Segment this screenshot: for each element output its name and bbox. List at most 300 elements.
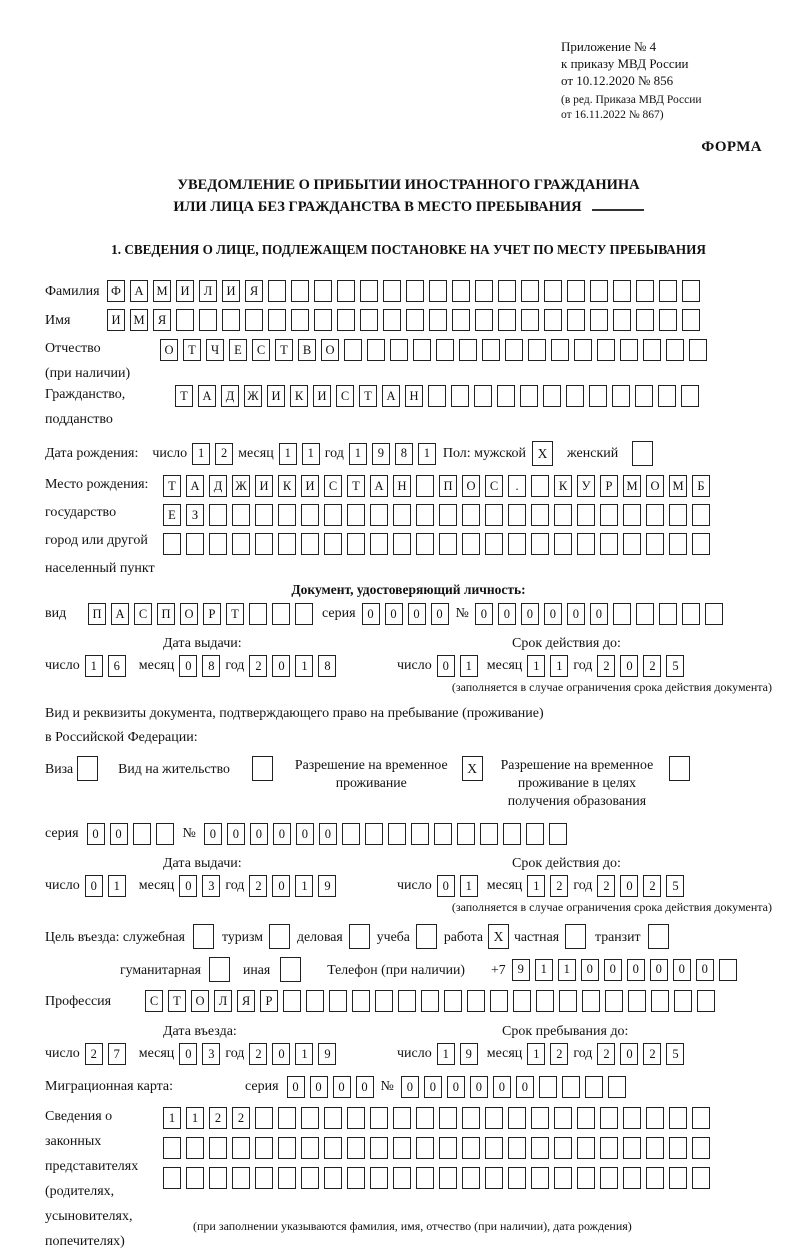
char-cell[interactable] bbox=[608, 1076, 626, 1098]
char-cell[interactable]: М bbox=[623, 475, 641, 497]
char-cell[interactable] bbox=[232, 1167, 250, 1189]
char-cell[interactable]: 1 bbox=[192, 443, 210, 465]
char-cell[interactable] bbox=[176, 309, 194, 331]
char-cell[interactable] bbox=[337, 280, 355, 302]
char-cell[interactable] bbox=[347, 504, 365, 526]
char-cell[interactable]: У bbox=[577, 475, 595, 497]
char-cell[interactable] bbox=[692, 1137, 710, 1159]
char-cell[interactable] bbox=[544, 309, 562, 331]
char-cell[interactable] bbox=[562, 1076, 580, 1098]
char-cell[interactable]: Д bbox=[221, 385, 239, 407]
char-cell[interactable]: 9 bbox=[318, 875, 336, 897]
char-cell[interactable]: 2 bbox=[550, 1043, 568, 1065]
char-cell[interactable] bbox=[536, 990, 554, 1012]
char-cell[interactable] bbox=[589, 385, 607, 407]
char-cell[interactable]: 0 bbox=[250, 823, 268, 845]
char-cell[interactable] bbox=[347, 533, 365, 555]
char-cell[interactable] bbox=[490, 990, 508, 1012]
char-cell[interactable]: 0 bbox=[604, 959, 622, 981]
char-cell[interactable]: О bbox=[191, 990, 209, 1012]
char-cell[interactable] bbox=[439, 1107, 457, 1129]
char-cell[interactable] bbox=[503, 823, 521, 845]
char-cell[interactable] bbox=[669, 504, 687, 526]
char-cell[interactable] bbox=[497, 385, 515, 407]
char-cell[interactable] bbox=[301, 504, 319, 526]
char-cell[interactable] bbox=[635, 385, 653, 407]
char-cell[interactable] bbox=[439, 504, 457, 526]
char-cell[interactable]: 9 bbox=[460, 1043, 478, 1065]
char-cell[interactable]: Т bbox=[183, 339, 201, 361]
char-cell[interactable]: Т bbox=[168, 990, 186, 1012]
char-cell[interactable] bbox=[689, 339, 707, 361]
char-cell[interactable] bbox=[452, 280, 470, 302]
char-cell[interactable] bbox=[485, 1107, 503, 1129]
char-cell[interactable] bbox=[393, 1167, 411, 1189]
char-cell[interactable] bbox=[462, 504, 480, 526]
char-cell[interactable]: 0 bbox=[179, 1043, 197, 1065]
char-cell[interactable]: 0 bbox=[620, 875, 638, 897]
char-cell[interactable]: 0 bbox=[447, 1076, 465, 1098]
char-cell[interactable] bbox=[475, 309, 493, 331]
sex-female-checkbox[interactable] bbox=[632, 441, 653, 466]
char-cell[interactable] bbox=[255, 533, 273, 555]
char-cell[interactable]: 1 bbox=[186, 1107, 204, 1129]
sex-male-checkbox[interactable]: X bbox=[532, 441, 553, 466]
char-cell[interactable]: Е bbox=[163, 504, 181, 526]
char-cell[interactable] bbox=[186, 1167, 204, 1189]
char-cell[interactable]: 0 bbox=[273, 823, 291, 845]
char-cell[interactable]: 0 bbox=[296, 823, 314, 845]
char-cell[interactable] bbox=[600, 1167, 618, 1189]
char-cell[interactable]: 0 bbox=[475, 603, 493, 625]
char-cell[interactable] bbox=[398, 990, 416, 1012]
char-cell[interactable] bbox=[329, 990, 347, 1012]
char-cell[interactable] bbox=[577, 1167, 595, 1189]
char-cell[interactable] bbox=[416, 533, 434, 555]
char-cell[interactable] bbox=[646, 1167, 664, 1189]
char-cell[interactable] bbox=[485, 1137, 503, 1159]
char-cell[interactable]: 0 bbox=[493, 1076, 511, 1098]
char-cell[interactable] bbox=[636, 309, 654, 331]
char-cell[interactable] bbox=[156, 823, 174, 845]
char-cell[interactable] bbox=[416, 475, 434, 497]
char-cell[interactable] bbox=[669, 533, 687, 555]
char-cell[interactable]: С bbox=[336, 385, 354, 407]
char-cell[interactable]: О bbox=[180, 603, 198, 625]
char-cell[interactable]: 3 bbox=[202, 1043, 220, 1065]
char-cell[interactable] bbox=[393, 504, 411, 526]
char-cell[interactable] bbox=[439, 533, 457, 555]
char-cell[interactable] bbox=[692, 504, 710, 526]
char-cell[interactable] bbox=[416, 1137, 434, 1159]
char-cell[interactable] bbox=[444, 990, 462, 1012]
char-cell[interactable]: 0 bbox=[87, 823, 105, 845]
char-cell[interactable] bbox=[651, 990, 669, 1012]
edu-permit-checkbox[interactable] bbox=[669, 756, 690, 781]
char-cell[interactable] bbox=[531, 533, 549, 555]
char-cell[interactable] bbox=[347, 1137, 365, 1159]
char-cell[interactable] bbox=[375, 990, 393, 1012]
char-cell[interactable] bbox=[324, 1137, 342, 1159]
char-cell[interactable] bbox=[659, 603, 677, 625]
char-cell[interactable] bbox=[485, 504, 503, 526]
char-cell[interactable] bbox=[508, 504, 526, 526]
char-cell[interactable]: 1 bbox=[558, 959, 576, 981]
char-cell[interactable] bbox=[347, 1167, 365, 1189]
char-cell[interactable]: 9 bbox=[372, 443, 390, 465]
char-cell[interactable] bbox=[467, 990, 485, 1012]
char-cell[interactable] bbox=[508, 533, 526, 555]
char-cell[interactable]: Р bbox=[600, 475, 618, 497]
char-cell[interactable]: 0 bbox=[319, 823, 337, 845]
char-cell[interactable]: 0 bbox=[272, 655, 290, 677]
char-cell[interactable] bbox=[133, 823, 151, 845]
char-cell[interactable]: 3 bbox=[202, 875, 220, 897]
char-cell[interactable] bbox=[406, 280, 424, 302]
char-cell[interactable] bbox=[232, 1137, 250, 1159]
char-cell[interactable]: Т bbox=[275, 339, 293, 361]
char-cell[interactable]: М bbox=[669, 475, 687, 497]
char-cell[interactable] bbox=[255, 1167, 273, 1189]
char-cell[interactable]: 5 bbox=[666, 1043, 684, 1065]
char-cell[interactable] bbox=[367, 339, 385, 361]
char-cell[interactable] bbox=[365, 823, 383, 845]
char-cell[interactable]: 2 bbox=[643, 875, 661, 897]
char-cell[interactable]: Ж bbox=[244, 385, 262, 407]
char-cell[interactable] bbox=[163, 533, 181, 555]
char-cell[interactable] bbox=[669, 1107, 687, 1129]
purpose-official-checkbox[interactable] bbox=[193, 924, 214, 949]
purpose-transit-checkbox[interactable] bbox=[648, 924, 669, 949]
char-cell[interactable] bbox=[421, 990, 439, 1012]
char-cell[interactable] bbox=[301, 1167, 319, 1189]
char-cell[interactable]: 0 bbox=[437, 655, 455, 677]
char-cell[interactable] bbox=[628, 990, 646, 1012]
char-cell[interactable]: Ж bbox=[232, 475, 250, 497]
char-cell[interactable]: 1 bbox=[460, 875, 478, 897]
char-cell[interactable] bbox=[462, 533, 480, 555]
char-cell[interactable]: К bbox=[554, 475, 572, 497]
char-cell[interactable]: 9 bbox=[318, 1043, 336, 1065]
char-cell[interactable] bbox=[623, 1167, 641, 1189]
char-cell[interactable] bbox=[301, 1137, 319, 1159]
char-cell[interactable] bbox=[498, 280, 516, 302]
char-cell[interactable] bbox=[612, 385, 630, 407]
char-cell[interactable] bbox=[186, 1137, 204, 1159]
char-cell[interactable]: 0 bbox=[650, 959, 668, 981]
char-cell[interactable]: И bbox=[255, 475, 273, 497]
char-cell[interactable] bbox=[436, 339, 454, 361]
char-cell[interactable]: Н bbox=[393, 475, 411, 497]
char-cell[interactable] bbox=[413, 339, 431, 361]
purpose-private-checkbox[interactable] bbox=[565, 924, 586, 949]
char-cell[interactable]: А bbox=[186, 475, 204, 497]
char-cell[interactable]: 2 bbox=[643, 1043, 661, 1065]
char-cell[interactable]: 1 bbox=[437, 1043, 455, 1065]
char-cell[interactable]: 0 bbox=[590, 603, 608, 625]
char-cell[interactable] bbox=[393, 1107, 411, 1129]
char-cell[interactable]: 2 bbox=[249, 655, 267, 677]
residence-permit-checkbox[interactable] bbox=[252, 756, 273, 781]
char-cell[interactable]: С bbox=[485, 475, 503, 497]
char-cell[interactable]: 0 bbox=[401, 1076, 419, 1098]
purpose-humanitarian-checkbox[interactable] bbox=[209, 957, 230, 982]
char-cell[interactable]: З bbox=[186, 504, 204, 526]
char-cell[interactable]: 0 bbox=[424, 1076, 442, 1098]
char-cell[interactable] bbox=[451, 385, 469, 407]
char-cell[interactable] bbox=[255, 504, 273, 526]
char-cell[interactable] bbox=[209, 504, 227, 526]
char-cell[interactable]: 0 bbox=[204, 823, 222, 845]
char-cell[interactable]: 1 bbox=[349, 443, 367, 465]
char-cell[interactable]: 1 bbox=[527, 1043, 545, 1065]
char-cell[interactable]: К bbox=[290, 385, 308, 407]
purpose-study-checkbox[interactable] bbox=[416, 924, 437, 949]
char-cell[interactable] bbox=[278, 504, 296, 526]
char-cell[interactable] bbox=[682, 603, 700, 625]
char-cell[interactable]: 0 bbox=[179, 655, 197, 677]
char-cell[interactable] bbox=[352, 990, 370, 1012]
char-cell[interactable] bbox=[643, 339, 661, 361]
char-cell[interactable] bbox=[600, 1107, 618, 1129]
char-cell[interactable]: М bbox=[130, 309, 148, 331]
char-cell[interactable]: . bbox=[508, 475, 526, 497]
char-cell[interactable]: Р bbox=[203, 603, 221, 625]
char-cell[interactable] bbox=[383, 280, 401, 302]
char-cell[interactable] bbox=[278, 1167, 296, 1189]
char-cell[interactable] bbox=[659, 309, 677, 331]
char-cell[interactable] bbox=[370, 1107, 388, 1129]
char-cell[interactable] bbox=[600, 533, 618, 555]
char-cell[interactable]: И bbox=[301, 475, 319, 497]
char-cell[interactable] bbox=[544, 280, 562, 302]
char-cell[interactable] bbox=[370, 1137, 388, 1159]
char-cell[interactable] bbox=[681, 385, 699, 407]
char-cell[interactable]: В bbox=[298, 339, 316, 361]
char-cell[interactable] bbox=[393, 533, 411, 555]
char-cell[interactable] bbox=[314, 280, 332, 302]
char-cell[interactable]: 0 bbox=[272, 875, 290, 897]
char-cell[interactable] bbox=[508, 1167, 526, 1189]
char-cell[interactable] bbox=[306, 990, 324, 1012]
char-cell[interactable] bbox=[577, 504, 595, 526]
char-cell[interactable]: И bbox=[107, 309, 125, 331]
char-cell[interactable] bbox=[209, 533, 227, 555]
char-cell[interactable]: Т bbox=[359, 385, 377, 407]
char-cell[interactable]: 0 bbox=[620, 1043, 638, 1065]
char-cell[interactable]: О bbox=[160, 339, 178, 361]
char-cell[interactable] bbox=[623, 1137, 641, 1159]
char-cell[interactable] bbox=[526, 823, 544, 845]
char-cell[interactable] bbox=[669, 1167, 687, 1189]
char-cell[interactable] bbox=[636, 603, 654, 625]
char-cell[interactable]: 0 bbox=[521, 603, 539, 625]
char-cell[interactable] bbox=[508, 1107, 526, 1129]
char-cell[interactable]: 1 bbox=[295, 1043, 313, 1065]
char-cell[interactable] bbox=[543, 385, 561, 407]
char-cell[interactable]: 0 bbox=[437, 875, 455, 897]
char-cell[interactable] bbox=[674, 990, 692, 1012]
char-cell[interactable]: 0 bbox=[498, 603, 516, 625]
purpose-business-checkbox[interactable] bbox=[349, 924, 370, 949]
char-cell[interactable]: 1 bbox=[460, 655, 478, 677]
char-cell[interactable]: Ф bbox=[107, 280, 125, 302]
char-cell[interactable] bbox=[428, 385, 446, 407]
char-cell[interactable]: 0 bbox=[431, 603, 449, 625]
char-cell[interactable] bbox=[278, 533, 296, 555]
char-cell[interactable] bbox=[474, 385, 492, 407]
char-cell[interactable] bbox=[582, 990, 600, 1012]
char-cell[interactable] bbox=[669, 1137, 687, 1159]
char-cell[interactable] bbox=[613, 280, 631, 302]
char-cell[interactable] bbox=[370, 504, 388, 526]
char-cell[interactable] bbox=[719, 959, 737, 981]
char-cell[interactable] bbox=[567, 280, 585, 302]
char-cell[interactable]: 1 bbox=[279, 443, 297, 465]
char-cell[interactable]: 2 bbox=[643, 655, 661, 677]
char-cell[interactable]: 1 bbox=[527, 655, 545, 677]
char-cell[interactable]: О bbox=[646, 475, 664, 497]
char-cell[interactable] bbox=[255, 1107, 273, 1129]
char-cell[interactable]: 2 bbox=[85, 1043, 103, 1065]
char-cell[interactable]: 2 bbox=[209, 1107, 227, 1129]
char-cell[interactable] bbox=[268, 309, 286, 331]
char-cell[interactable]: Ч bbox=[206, 339, 224, 361]
char-cell[interactable] bbox=[480, 823, 498, 845]
char-cell[interactable] bbox=[429, 309, 447, 331]
char-cell[interactable] bbox=[475, 280, 493, 302]
char-cell[interactable] bbox=[301, 1107, 319, 1129]
char-cell[interactable]: Т bbox=[347, 475, 365, 497]
char-cell[interactable] bbox=[705, 603, 723, 625]
char-cell[interactable] bbox=[255, 1137, 273, 1159]
char-cell[interactable]: 0 bbox=[627, 959, 645, 981]
char-cell[interactable] bbox=[291, 280, 309, 302]
char-cell[interactable] bbox=[406, 309, 424, 331]
char-cell[interactable] bbox=[590, 280, 608, 302]
char-cell[interactable]: А bbox=[382, 385, 400, 407]
char-cell[interactable] bbox=[498, 309, 516, 331]
char-cell[interactable]: 0 bbox=[85, 875, 103, 897]
char-cell[interactable]: 8 bbox=[202, 655, 220, 677]
char-cell[interactable]: Т bbox=[163, 475, 181, 497]
char-cell[interactable] bbox=[613, 309, 631, 331]
char-cell[interactable] bbox=[416, 1107, 434, 1129]
char-cell[interactable]: И bbox=[267, 385, 285, 407]
char-cell[interactable]: 1 bbox=[418, 443, 436, 465]
char-cell[interactable]: 1 bbox=[535, 959, 553, 981]
char-cell[interactable] bbox=[646, 1107, 664, 1129]
char-cell[interactable] bbox=[291, 309, 309, 331]
char-cell[interactable]: С bbox=[324, 475, 342, 497]
char-cell[interactable]: М bbox=[153, 280, 171, 302]
char-cell[interactable] bbox=[163, 1167, 181, 1189]
char-cell[interactable]: П bbox=[157, 603, 175, 625]
char-cell[interactable] bbox=[186, 533, 204, 555]
char-cell[interactable] bbox=[692, 533, 710, 555]
char-cell[interactable] bbox=[249, 603, 267, 625]
char-cell[interactable] bbox=[658, 385, 676, 407]
char-cell[interactable]: А bbox=[370, 475, 388, 497]
char-cell[interactable] bbox=[439, 1167, 457, 1189]
char-cell[interactable] bbox=[531, 504, 549, 526]
char-cell[interactable] bbox=[554, 1137, 572, 1159]
char-cell[interactable] bbox=[585, 1076, 603, 1098]
char-cell[interactable]: 2 bbox=[249, 875, 267, 897]
char-cell[interactable]: Я bbox=[245, 280, 263, 302]
char-cell[interactable]: 2 bbox=[597, 655, 615, 677]
char-cell[interactable] bbox=[605, 990, 623, 1012]
char-cell[interactable] bbox=[457, 823, 475, 845]
purpose-tourism-checkbox[interactable] bbox=[269, 924, 290, 949]
purpose-other-checkbox[interactable] bbox=[280, 957, 301, 982]
char-cell[interactable]: 1 bbox=[85, 655, 103, 677]
char-cell[interactable] bbox=[324, 504, 342, 526]
char-cell[interactable] bbox=[521, 280, 539, 302]
char-cell[interactable] bbox=[623, 504, 641, 526]
char-cell[interactable] bbox=[682, 309, 700, 331]
char-cell[interactable] bbox=[370, 533, 388, 555]
char-cell[interactable] bbox=[692, 1167, 710, 1189]
char-cell[interactable]: 2 bbox=[215, 443, 233, 465]
char-cell[interactable] bbox=[268, 280, 286, 302]
char-cell[interactable] bbox=[485, 1167, 503, 1189]
char-cell[interactable] bbox=[347, 1107, 365, 1129]
char-cell[interactable]: 0 bbox=[272, 1043, 290, 1065]
char-cell[interactable] bbox=[482, 339, 500, 361]
char-cell[interactable]: 2 bbox=[249, 1043, 267, 1065]
char-cell[interactable]: К bbox=[278, 475, 296, 497]
char-cell[interactable]: 0 bbox=[470, 1076, 488, 1098]
char-cell[interactable] bbox=[646, 504, 664, 526]
char-cell[interactable] bbox=[528, 339, 546, 361]
char-cell[interactable] bbox=[360, 280, 378, 302]
char-cell[interactable]: 1 bbox=[527, 875, 545, 897]
char-cell[interactable]: 0 bbox=[110, 823, 128, 845]
char-cell[interactable]: 0 bbox=[310, 1076, 328, 1098]
char-cell[interactable] bbox=[232, 533, 250, 555]
char-cell[interactable] bbox=[337, 309, 355, 331]
char-cell[interactable] bbox=[666, 339, 684, 361]
char-cell[interactable] bbox=[301, 533, 319, 555]
char-cell[interactable]: Т bbox=[226, 603, 244, 625]
char-cell[interactable] bbox=[416, 504, 434, 526]
char-cell[interactable]: 2 bbox=[597, 1043, 615, 1065]
char-cell[interactable] bbox=[452, 309, 470, 331]
char-cell[interactable] bbox=[597, 339, 615, 361]
char-cell[interactable] bbox=[646, 1137, 664, 1159]
char-cell[interactable]: А bbox=[130, 280, 148, 302]
char-cell[interactable] bbox=[434, 823, 452, 845]
char-cell[interactable] bbox=[659, 280, 677, 302]
char-cell[interactable] bbox=[199, 309, 217, 331]
char-cell[interactable]: 7 bbox=[108, 1043, 126, 1065]
char-cell[interactable]: 5 bbox=[666, 655, 684, 677]
char-cell[interactable] bbox=[342, 823, 360, 845]
char-cell[interactable]: 2 bbox=[550, 875, 568, 897]
char-cell[interactable] bbox=[360, 309, 378, 331]
char-cell[interactable]: 6 bbox=[108, 655, 126, 677]
char-cell[interactable]: 0 bbox=[356, 1076, 374, 1098]
char-cell[interactable]: 0 bbox=[516, 1076, 534, 1098]
char-cell[interactable]: 0 bbox=[227, 823, 245, 845]
char-cell[interactable] bbox=[245, 309, 263, 331]
char-cell[interactable] bbox=[508, 1137, 526, 1159]
char-cell[interactable]: П bbox=[439, 475, 457, 497]
char-cell[interactable] bbox=[272, 603, 290, 625]
char-cell[interactable] bbox=[222, 309, 240, 331]
char-cell[interactable]: 0 bbox=[696, 959, 714, 981]
